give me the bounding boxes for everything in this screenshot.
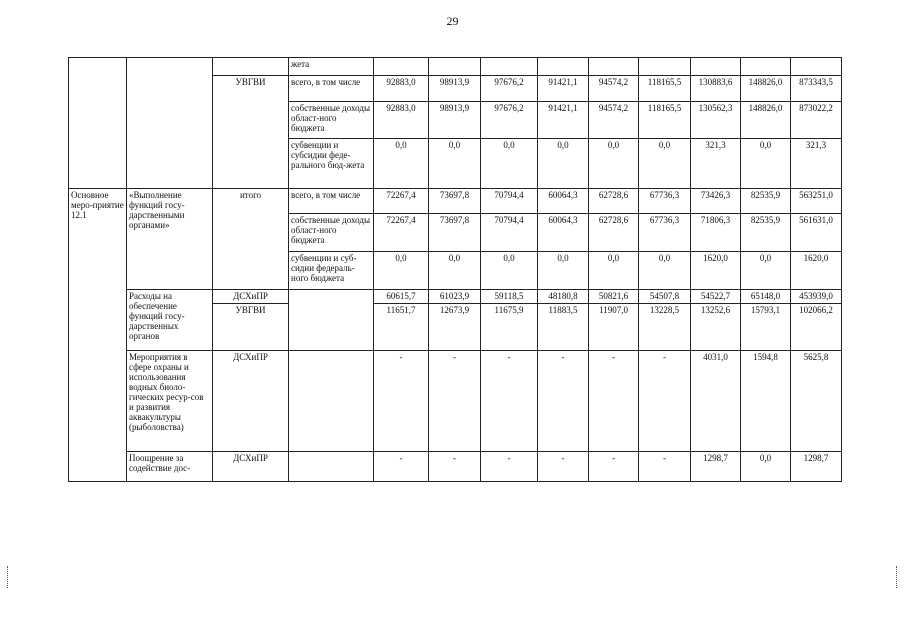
value-cell: 15793,1	[741, 304, 791, 351]
value-cell: 130883,6	[691, 76, 741, 102]
source-cell: УВГВИ	[213, 304, 289, 351]
value-cell: 1620,0	[791, 252, 842, 290]
value-cell: 72267,4	[374, 214, 429, 252]
value-cell: 0,0	[741, 452, 791, 482]
source-cell: ДСХиПР	[213, 452, 289, 482]
name-cell: Поощрение за содействие дос-	[127, 452, 213, 482]
source-cell: ДСХиПР	[213, 290, 289, 304]
value-cell: -	[374, 452, 429, 482]
value-cell: 0,0	[429, 139, 481, 189]
value-cell: 60064,3	[538, 189, 589, 214]
value-cell: 70794,4	[481, 189, 538, 214]
value-cell: 61023,9	[429, 290, 481, 304]
value-cell: 118165,5	[639, 76, 691, 102]
page-number: 29	[446, 14, 459, 28]
value-cell: 97676,2	[481, 102, 538, 139]
value-cell	[691, 58, 741, 76]
margin-mark-left	[7, 566, 10, 588]
value-cell: 91421,1	[538, 102, 589, 139]
value-cell: 92883,0	[374, 102, 429, 139]
name-cell: «Выполнение функций госу-дарственными органами»	[127, 189, 213, 290]
value-cell: -	[538, 351, 589, 452]
value-cell: -	[589, 452, 639, 482]
indicator-cell	[289, 351, 374, 452]
value-cell: 54507,8	[639, 290, 691, 304]
value-cell: 102066,2	[791, 304, 842, 351]
value-cell: 11651,7	[374, 304, 429, 351]
value-cell: 70794,4	[481, 214, 538, 252]
value-cell	[639, 58, 691, 76]
value-cell: 4031,0	[691, 351, 741, 452]
budget-table	[68, 57, 842, 482]
value-cell: -	[639, 452, 691, 482]
table-row	[69, 58, 842, 76]
value-cell: 0,0	[589, 252, 639, 290]
value-cell: 73426,3	[691, 189, 741, 214]
indicator-cell: всего, в том числе	[289, 189, 374, 214]
value-cell: 94574,2	[589, 102, 639, 139]
value-cell: 98913,9	[429, 76, 481, 102]
value-cell: 321,3	[691, 139, 741, 189]
indicator-cell: собственные доходы област-ного бюджета	[289, 214, 374, 252]
source-cell: итого	[213, 189, 289, 290]
value-cell: 97676,2	[481, 76, 538, 102]
value-cell: 0,0	[481, 252, 538, 290]
value-cell: 48180,8	[538, 290, 589, 304]
value-cell: -	[429, 452, 481, 482]
value-cell: 60064,3	[538, 214, 589, 252]
event-cell	[69, 58, 127, 189]
indicator-cell: собственные доходы област-ного бюджета	[289, 102, 374, 139]
value-cell: 0,0	[639, 139, 691, 189]
value-cell	[589, 58, 639, 76]
value-cell: 50821,6	[589, 290, 639, 304]
indicator-cell	[289, 290, 374, 351]
value-cell: 67736,3	[639, 214, 691, 252]
value-cell: 73697,8	[429, 214, 481, 252]
indicator-cell: субвенции и суб-сидии федераль-ного бюджета	[289, 252, 374, 290]
value-cell: 60615,7	[374, 290, 429, 304]
value-cell: 130562,3	[691, 102, 741, 139]
value-cell: 0,0	[481, 139, 538, 189]
value-cell: 5625,8	[791, 351, 842, 452]
value-cell: 67736,3	[639, 189, 691, 214]
value-cell: 82535,9	[741, 189, 791, 214]
value-cell: -	[589, 351, 639, 452]
value-cell: 148826,0	[741, 76, 791, 102]
value-cell: 321,3	[791, 139, 842, 189]
table-row	[69, 290, 842, 304]
value-cell: 11907,0	[589, 304, 639, 351]
value-cell: 0,0	[589, 139, 639, 189]
value-cell: 1594,8	[741, 351, 791, 452]
value-cell: 0,0	[429, 252, 481, 290]
indicator-cell: всего, в том числе	[289, 76, 374, 102]
value-cell: 0,0	[538, 252, 589, 290]
value-cell: 0,0	[741, 139, 791, 189]
value-cell: 59118,5	[481, 290, 538, 304]
indicator-cell: жета	[289, 58, 374, 76]
indicator-cell	[289, 452, 374, 482]
indicator-cell: субвенции и субсидии феде-рального бюд-жета	[289, 139, 374, 189]
value-cell: -	[374, 351, 429, 452]
table-row	[69, 452, 842, 482]
value-cell: 563251,0	[791, 189, 842, 214]
value-cell: 54522,7	[691, 290, 741, 304]
value-cell: 82535,9	[741, 214, 791, 252]
value-cell: 0,0	[374, 252, 429, 290]
value-cell: -	[639, 351, 691, 452]
value-cell	[429, 58, 481, 76]
value-cell: 561631,0	[791, 214, 842, 252]
value-cell: 62728,6	[589, 189, 639, 214]
value-cell: 873343,5	[791, 76, 842, 102]
value-cell: 0,0	[374, 139, 429, 189]
value-cell: 118165,5	[639, 102, 691, 139]
source-cell: УВГВИ	[213, 76, 289, 189]
value-cell: 873022,2	[791, 102, 842, 139]
value-cell: 0,0	[639, 252, 691, 290]
value-cell: 453939,0	[791, 290, 842, 304]
event-cell: Основное меро-приятие 12.1	[69, 189, 127, 482]
value-cell: 13228,5	[639, 304, 691, 351]
value-cell: 92883,0	[374, 76, 429, 102]
margin-mark-right	[896, 566, 899, 588]
value-cell: 62728,6	[589, 214, 639, 252]
value-cell: 73697,8	[429, 189, 481, 214]
table-row	[69, 189, 842, 214]
value-cell: 11883,5	[538, 304, 589, 351]
value-cell: -	[538, 452, 589, 482]
value-cell: 0,0	[741, 252, 791, 290]
value-cell: -	[429, 351, 481, 452]
source-cell	[213, 58, 289, 76]
value-cell: 11675,9	[481, 304, 538, 351]
value-cell: 1298,7	[791, 452, 842, 482]
value-cell: 98913,9	[429, 102, 481, 139]
value-cell: 72267,4	[374, 189, 429, 214]
value-cell: 12673,9	[429, 304, 481, 351]
name-cell	[127, 58, 213, 189]
value-cell: 13252,6	[691, 304, 741, 351]
value-cell: 148826,0	[741, 102, 791, 139]
value-cell	[374, 58, 429, 76]
name-cell: Расходы на обеспечение функций госу-дарственных органов	[127, 290, 213, 351]
value-cell: -	[481, 351, 538, 452]
value-cell: 94574,2	[589, 76, 639, 102]
name-cell: Мероприятия в сфере охраны и использования водных биоло-гических ресур-сов и развития аквакультуры (рыболовства)	[127, 351, 213, 452]
value-cell	[481, 58, 538, 76]
value-cell: 1620,0	[691, 252, 741, 290]
source-cell: ДСХиПР	[213, 351, 289, 452]
value-cell	[741, 58, 791, 76]
value-cell	[791, 58, 842, 76]
value-cell: 91421,1	[538, 76, 589, 102]
value-cell: 0,0	[538, 139, 589, 189]
table-row	[69, 351, 842, 452]
value-cell: 65148,0	[741, 290, 791, 304]
value-cell: 1298,7	[691, 452, 741, 482]
value-cell: -	[481, 452, 538, 482]
value-cell: 71806,3	[691, 214, 741, 252]
value-cell	[538, 58, 589, 76]
